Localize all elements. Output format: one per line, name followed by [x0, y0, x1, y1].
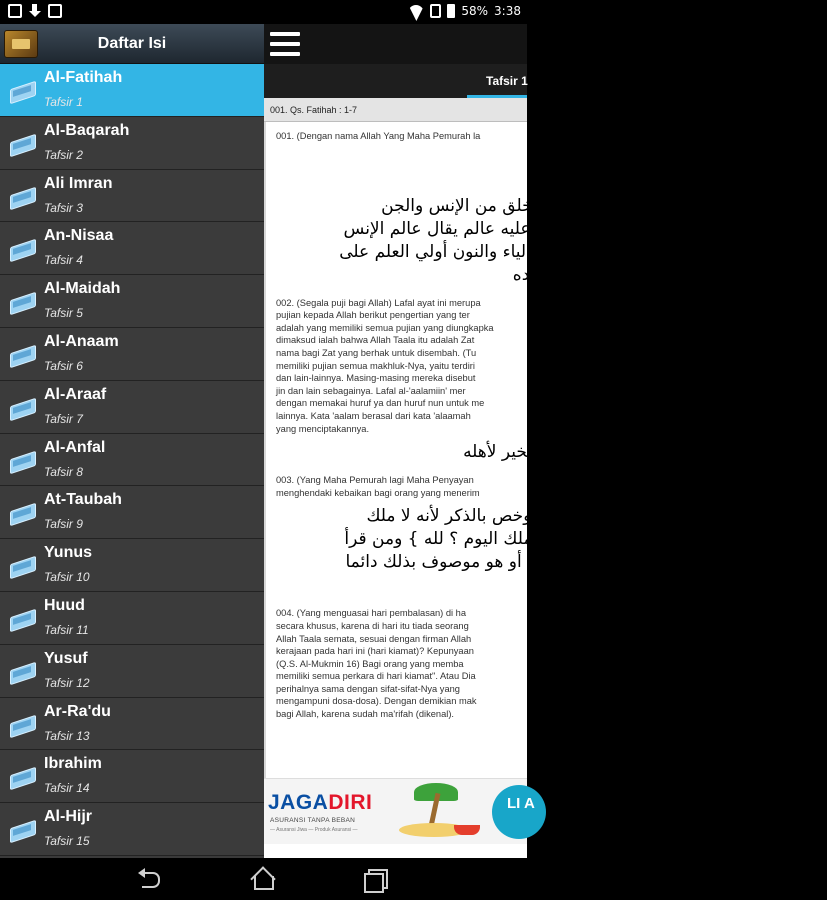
back-icon[interactable]	[138, 866, 164, 892]
sura-item[interactable]	[0, 222, 264, 275]
sura-item[interactable]	[0, 275, 264, 328]
wifi-icon	[408, 5, 424, 17]
sura-item[interactable]	[0, 592, 264, 645]
sura-name: Ar-Ra'du	[44, 702, 111, 720]
ad-fineprint: — Asuransi Jiwa — Produk Asuransi —	[270, 827, 358, 833]
sura-item[interactable]	[0, 750, 264, 803]
book-icon	[10, 83, 36, 99]
book-icon	[10, 347, 36, 363]
sura-name: Ali Imran	[44, 174, 113, 192]
book-icon	[10, 717, 36, 733]
sura-name: Al-Anfal	[44, 438, 106, 456]
sura-list	[0, 64, 264, 856]
arabic-paragraph-5: إياك نعبد وإياك نستعين أي نخصك بالعبادة	[537, 727, 827, 748]
book-icon	[10, 822, 36, 838]
drawer-header	[0, 24, 264, 64]
sura-tafsir-label: Tafsir 7	[44, 411, 83, 426]
sura-tafsir-label: Tafsir 9	[44, 517, 83, 532]
sura-item[interactable]	[0, 328, 264, 381]
sura-name: An-Nisaa	[44, 227, 114, 245]
ad-brand-logo: JAGADIRI	[268, 791, 373, 814]
book-icon	[10, 558, 36, 574]
sura-tafsir-label: Tafsir 5	[44, 306, 83, 321]
book-icon	[10, 241, 36, 257]
sura-name: Al-Maidah	[44, 280, 121, 298]
sura-item[interactable]	[0, 539, 264, 592]
sura-tafsir-label: Tafsir 6	[44, 358, 83, 373]
ad-banner[interactable]	[264, 778, 535, 844]
tafsir-paragraph-2: 002. (Segala puji bagi Allah) Lafal ayat ini merupa pujian kepada Allah berikut pengertian yang ter adalah yang memiliki semua pujian yang diungkapka dimaksud ialah bahwa Allah Taala itu adalah Zat nama bagi Zat yang berhak untuk disembah. (Tu memiliki pujian semua makhluk-Nya, yaitu terdiri dan lain-lainnya. Masing-masing mereka disebut jin dan lain sebagainya. Lafal al-'aalamiin' mer dengan memakai huruf ya dan huruf nun untuk me lainnya. Kata 'aalam berasal dari kata 'alaamah yang menciptakannya.	[276, 297, 494, 434]
sura-tafsir-label: Tafsir 14	[44, 781, 90, 796]
ad-cta-button[interactable]: LI A	[492, 785, 546, 839]
book-icon	[10, 189, 36, 205]
ad-tagline: ASURANSI TANPA BEBAN	[270, 817, 356, 824]
home-icon[interactable]	[250, 866, 276, 892]
system-nav-bar	[0, 858, 527, 900]
sura-item[interactable]	[0, 381, 264, 434]
sura-tafsir-label: Tafsir 12	[44, 675, 90, 690]
system-icons	[408, 4, 521, 18]
status-bar	[0, 0, 527, 24]
sura-name: Yusuf	[44, 649, 88, 667]
book-icon	[10, 136, 36, 152]
arabic-paragraph-1: أي الثناء على الله بمضمونها على أنه تعالى المستحق لأن يحمدوه والله علم على المعبود بحق رب العالمين أي مالك جميع الخلق من الإنس والجن والملائكة والدواب وغيرهم وكل منها يطلق عليه عالم يقال عالم الإنس وعالم الجن إلى غير ذلك وغلب في جمعه بالياء والنون أولي العلم على غيرهم وهو من العلامة لأنه علامة على موجده	[339, 149, 827, 285]
sura-tafsir-label: Tafsir 11	[44, 622, 89, 637]
island-illustration-icon	[394, 783, 484, 841]
verse-header: 001. Qs. Fatihah : 1-7	[264, 98, 527, 122]
sura-tafsir-label: Tafsir 13	[44, 728, 90, 743]
sura-tafsir-label: Tafsir 15	[44, 834, 90, 849]
drawer-title: Daftar Isi	[97, 34, 167, 52]
book-icon	[10, 611, 36, 627]
sura-name: At-Taubah	[44, 491, 122, 509]
clock: 3:38	[494, 4, 521, 18]
tafsir-paragraph-1: 001. (Dengan nama Allah Yang Maha Pemurah la	[276, 131, 481, 141]
tafsir-content	[264, 24, 827, 858]
book-icon	[10, 769, 36, 785]
battery-percent: 58%	[461, 4, 489, 18]
sura-item[interactable]	[0, 698, 264, 751]
book-icon	[10, 505, 36, 521]
sura-name: Al-Baqarah	[44, 121, 130, 139]
battery-icon	[447, 4, 455, 18]
book-icon	[10, 453, 36, 469]
download-notification-icon	[28, 4, 42, 18]
hamburger-menu-icon[interactable]	[270, 31, 300, 57]
store-notification-icon	[48, 4, 62, 18]
sura-name: Al-Hijr	[44, 808, 92, 826]
sura-name: Al-Anaam	[44, 332, 119, 350]
sura-item[interactable]	[0, 117, 264, 170]
sura-name: Al-Fatihah	[44, 69, 123, 86]
sura-item[interactable]	[0, 64, 264, 117]
tab-indicator	[467, 95, 527, 98]
sura-name: Huud	[44, 596, 85, 614]
sura-tafsir-label: Tafsir 3	[44, 200, 83, 215]
book-icon	[10, 400, 36, 416]
sura-name: Al-Araaf	[44, 385, 107, 403]
sura-tafsir-label: Tafsir 2	[44, 147, 83, 162]
sura-item[interactable]	[0, 434, 264, 487]
sim-icon	[430, 4, 441, 18]
recent-apps-icon[interactable]	[362, 866, 388, 892]
tafsir-text[interactable]	[264, 122, 827, 778]
arabic-paragraph-3: مالك يوم الدين أي الجزاء وهو يوم القيامة وخص بالذكر لأنه لا ملك ظاهراً فيه لأحد إلا لله تعالى بدليل {لمن الملك اليوم ؟ لله } ومن قرأ مالك فمعناه مالك الأمر كله في يوم القيامة أو هو موصوف بذلك دائما كغافر الذنب فصح وقوعه صفة لمعرفة	[344, 506, 827, 596]
tab-tafsir-1[interactable]: Tafsir 1	[486, 74, 528, 88]
tab-bar	[264, 64, 527, 98]
sura-item[interactable]	[0, 645, 264, 698]
sura-tafsir-label: Tafsir 8	[44, 464, 83, 479]
sura-name: Ibrahim	[44, 755, 102, 773]
sura-item[interactable]	[0, 486, 264, 539]
gallery-notification-icon	[8, 4, 22, 18]
sura-tafsir-label: Tafsir 4	[44, 253, 83, 268]
sura-tafsir-label: Tafsir 10	[44, 570, 90, 585]
sura-item[interactable]	[0, 803, 264, 856]
content-header	[264, 24, 527, 64]
tafsir-paragraph-4: 004. (Yang menguasai hari pembalasan) di ha secara khusus, karena di hari itu tiada seorang Allah Taala semata, sesuai dengan firman Allah kerajaan pada hari ini (hari kiamat)? Kepunyaan (Q.S. Al-Mukmin 16) Bagi orang yang memba memiliki semua perkara di hari kiamat". Atau Dia perihalnya sama dengan sifat-sifat-Nya yang mengampuni dosa-dosa). Dengan demikian mak bagi Allah, karena sudah ma'rifah (dikenal).	[276, 608, 477, 720]
book-icon	[10, 664, 36, 680]
sura-item[interactable]	[0, 170, 264, 223]
arabic-paragraph-2: الرحمن الرحيم أي ذي الرحمة وهي إرادة الخير لأهله	[463, 442, 827, 463]
book-icon	[10, 294, 36, 310]
sura-tafsir-label: Tafsir 1	[44, 95, 83, 109]
navigation-drawer	[0, 24, 264, 858]
notification-icons	[8, 4, 62, 18]
tafsir-paragraph-3: 003. (Yang Maha Pemurah lagi Maha Penyayan menghendaki kebaikan bagi orang yang menerim	[276, 475, 480, 498]
sura-name: Yunus	[44, 544, 93, 562]
